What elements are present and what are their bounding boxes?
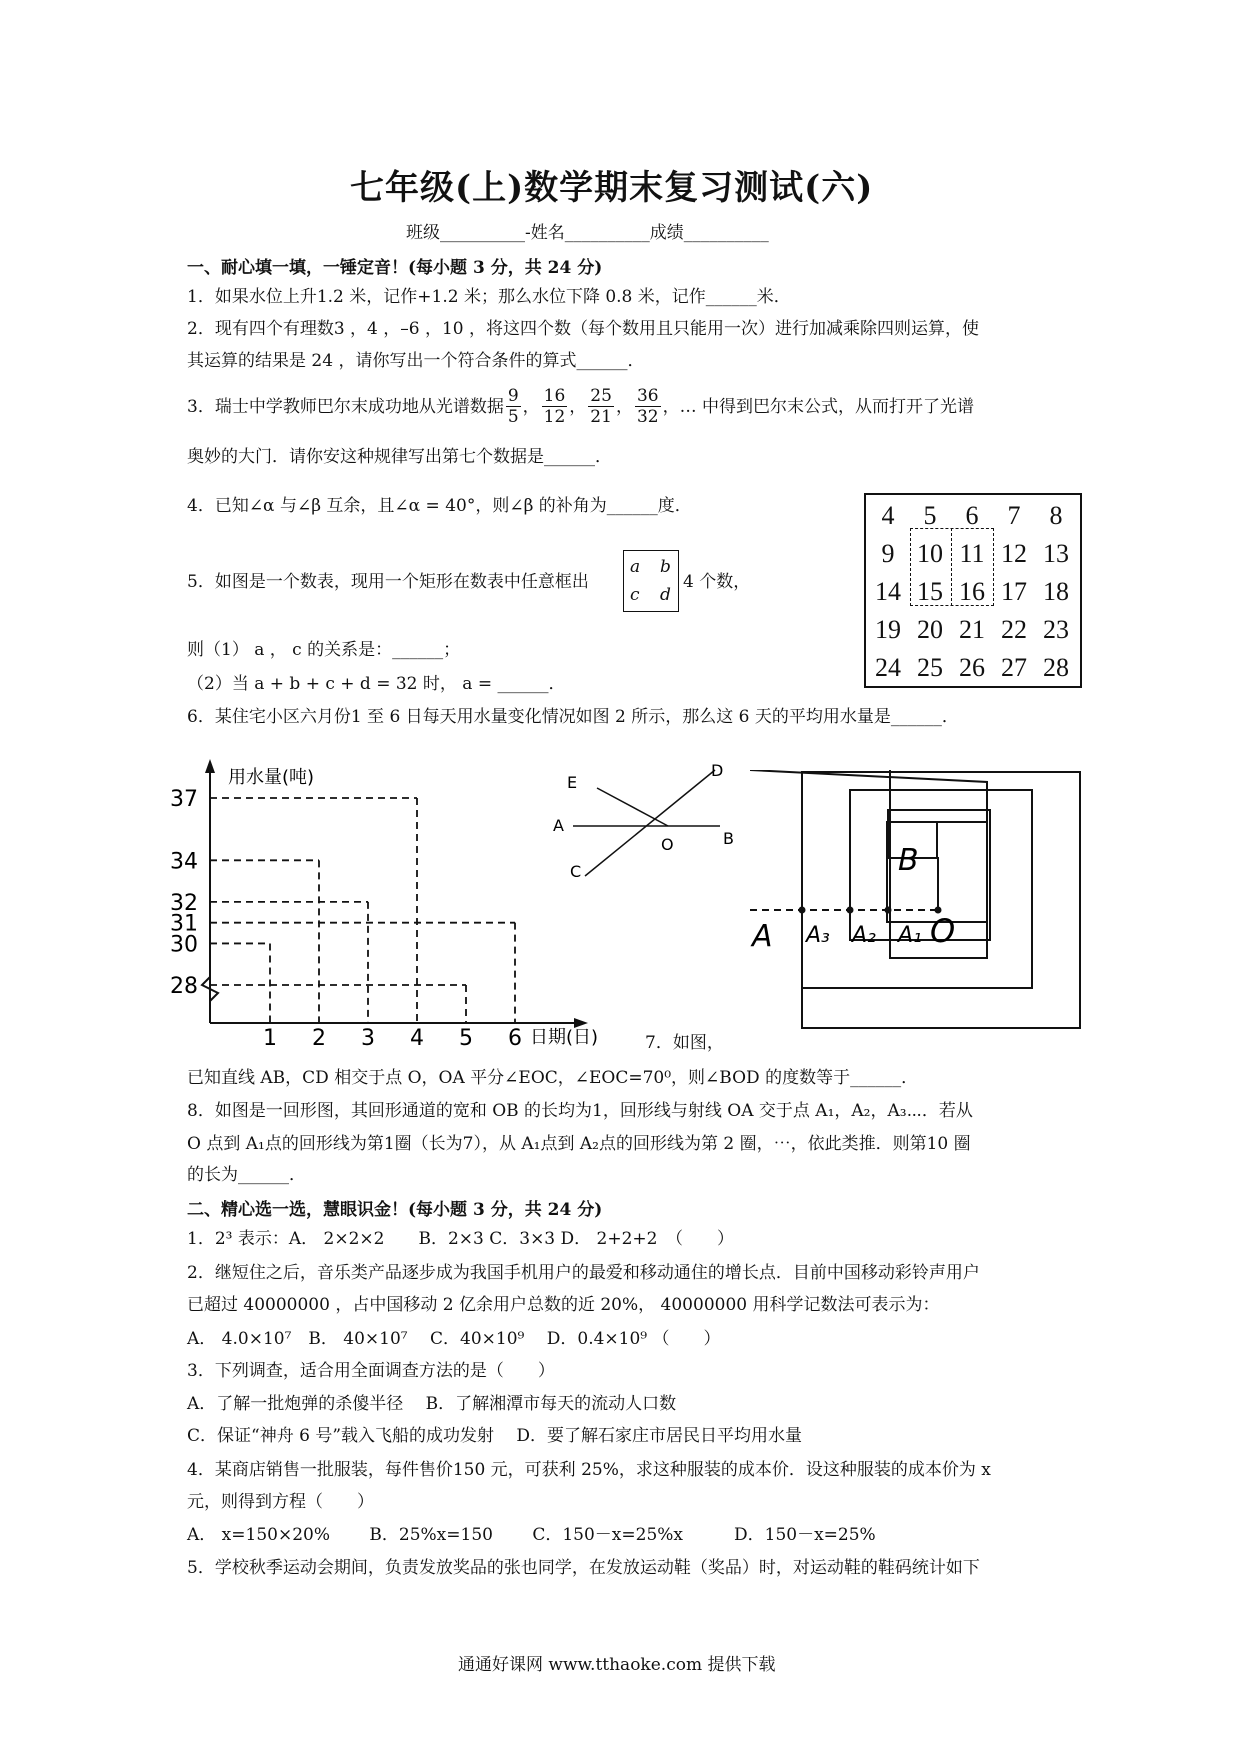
table-cell: 21 (959, 615, 985, 644)
s1-q5-suffix: 4 个数， (683, 572, 751, 592)
label-e: E (567, 773, 578, 792)
fraction-4-den: 32 (636, 407, 659, 427)
s1-q3-suffix: ，… 中得到巴尔末公式，从而打开了光谱 (662, 396, 974, 417)
label-c: C (570, 862, 582, 880)
s2-q3-opt2: C．保证“神舟 6 号”载入飞船的成功发射 D．要了解石家庄市居民日平均用水量 (187, 1426, 803, 1446)
fraction-4-num: 36 (636, 386, 659, 406)
x-tick-label: 4 (410, 1026, 424, 1051)
table-cell: 20 (917, 615, 943, 644)
point-a3 (799, 907, 806, 914)
fraction-2-den: 12 (543, 407, 566, 427)
x-tick-label: 5 (459, 1026, 473, 1051)
spiral-outline (802, 772, 1080, 1028)
table-cell: 18 (1043, 577, 1069, 606)
table-cell: 6 (965, 501, 979, 530)
s1-q3-prefix: 3．瑞士中学教师巴尔末成功地从光谱数据 (187, 396, 504, 417)
point-a1 (885, 907, 892, 914)
s2-q4-line2: 元，则得到方程（ ） (187, 1492, 374, 1512)
angle-figure (545, 760, 755, 880)
fraction-4 (635, 386, 661, 427)
fraction-2 (542, 386, 568, 427)
table-cell: 24 (875, 653, 901, 682)
y-tick-label: 28 (170, 974, 198, 999)
point-a2 (847, 907, 854, 914)
s2-q4-line1: 4．某商店销售一批服装，每件售价150 元，可获利 25%，求这种服装的成本价．设这种服装的成本价为 x (187, 1460, 991, 1480)
s2-q3: 3．下列调查，适合用全面调查方法的是（ ） (187, 1361, 555, 1381)
s1-q2-line2: 其运算的结果是 24 ，请你写出一个符合条件的算式______． (187, 351, 645, 371)
y-axis-arrow (205, 759, 215, 773)
table-cell: 8 (1049, 501, 1063, 530)
y-tick-label: 30 (170, 932, 198, 958)
table-cell: 14 (875, 577, 901, 606)
x-tick-label: 3 (361, 1026, 375, 1051)
label-o: O (661, 835, 674, 854)
fraction-1-num: 9 (507, 386, 519, 406)
label-spiral-a2: A₂ (852, 923, 876, 948)
s2-q1: 1．2³ 表示：A． 2×2×2 B．2×3 C．3×3 D． 2+2+2 （ ） (187, 1229, 734, 1249)
x-tick-label: 2 (312, 1026, 326, 1051)
section2-heading: 二、精心选一选，慧眼识金！(每小题 3 分，共 24 分) (187, 1200, 603, 1220)
s1-q3-line1: 3．瑞士中学教师巴尔末成功地从光谱数据 $\frac{9}{5}$ ， $\frac{16}{12}$ ， $\frac{25}{21}$ ， $\frac{36}{32}$ ，… 中得到巴尔末公式，从而打开了光谱 (187, 386, 974, 427)
letter-d: d (660, 585, 671, 605)
s2-q5: 5．学校秋季运动会期间，负责发放奖品的张也同学，在发放运动鞋（奖品）时，对运动鞋的鞋码统计如下 (187, 1558, 980, 1578)
table-cell: 5 (923, 501, 937, 530)
table-cell: 12 (1001, 539, 1027, 568)
page-title: 七年级(上)数学期末复习测试(六) (350, 168, 874, 208)
line-cd (585, 770, 715, 876)
table-cell: 25 (917, 653, 943, 682)
table-cell: 7 (1007, 501, 1021, 530)
table-cell: 4 (881, 501, 895, 530)
table-cell: 10 (917, 539, 943, 568)
label-spiral-b: B (898, 843, 919, 878)
y-tick-label: 32 (170, 890, 198, 916)
y-tick-label: 37 (170, 787, 198, 812)
letter-a: a (630, 557, 641, 577)
s2-q2-options: A． 4.0×10⁷ B． 40×10⁷ C．40×10⁹ D．0.4×10⁹ （ ） (187, 1329, 721, 1349)
s1-q5-sub1: 则（1） a ， c 的关系是：______； (187, 640, 461, 660)
label-spiral-a3: A₃ (806, 923, 830, 948)
fraction-3 (588, 386, 614, 427)
table-cell: 28 (1043, 653, 1069, 682)
y-tick-label: 34 (170, 849, 198, 875)
s1-q4: 4．已知∠α 与∠β 互余，且∠α = 40°，则∠β 的补角为______度． (187, 496, 692, 516)
table-cell: 9 (881, 539, 895, 568)
fraction-2-num: 16 (543, 386, 566, 406)
s1-q8-line2: O 点到 A₁点的回形线为第1圈（长为7），从 A₁点到 A₂点的回形线为第 2 圈，⋯，依此类推．则第10 圈 (187, 1134, 971, 1154)
x-tick-label: 6 (508, 1026, 522, 1051)
x-tick-label: 1 (263, 1026, 277, 1051)
student-info-line: 班级__________-姓名__________成绩__________ (406, 223, 769, 243)
chart-ylabel: 用水量(吨) (228, 767, 315, 788)
s2-q4-options: A． x=150×20% B．25%x=150 C．150－x=25%x D．150－x=25% (187, 1525, 876, 1545)
s2-q2-line1: 2．继短住之后，音乐类产品逐步成为我国手机用户的最爱和移动通住的增长点．目前中国移动彩铃声用户 (187, 1263, 980, 1283)
fraction-3-den: 21 (590, 407, 612, 427)
label-b: B (723, 829, 734, 848)
s1-q3-line2: 奥妙的大门．请你安这种规律写出第七个数据是______． (187, 447, 612, 467)
s1-q8-line1: 8．如图是一回形图，其回形通道的宽和 OB 的长均为1，回形线与射线 OA 交于点 A₁，A₂，A₃⋯．若从 (187, 1101, 973, 1121)
label-spiral-o: O (930, 912, 956, 950)
s1-q7-line2: 已知直线 AB，CD 相交于点 O，OA 平分∠EOC，∠EOC=70⁰，则∠BOD 的度数等于______． (187, 1068, 919, 1088)
table-cell: 19 (875, 615, 901, 644)
s1-q5-prefix: 5．如图是一个数表，现用一个矩形在数表中任意框出 (187, 572, 589, 592)
spiral-line (750, 770, 987, 922)
section1-heading: 一、耐心填一填，一锤定音！(每小题 3 分，共 24 分) (187, 258, 603, 278)
y-tick-label: 31 (170, 911, 198, 937)
label-spiral-a1: A₁ (898, 923, 922, 948)
table-cell: 23 (1043, 615, 1069, 644)
table-cell: 27 (1001, 653, 1027, 682)
fraction-1 (506, 386, 521, 427)
spiral-figure (750, 770, 1090, 1040)
table-cell: 17 (1001, 577, 1027, 606)
letter-b: b (660, 557, 671, 577)
s1-q1: 1．如果水位上升1.2 米，记作+1.2 米；那么水位下降 0.8 米，记作______米． (187, 287, 791, 307)
water-usage-chart (170, 755, 610, 1065)
s2-q2-line2: 已超过 40000000 ，占中国移动 2 亿余用户总数的近 20%， 40000000 用科学记数法可表示为： (187, 1295, 940, 1315)
label-a: A (553, 816, 564, 835)
table-cell: 13 (1043, 539, 1069, 568)
s1-q5-sub2: （2）当 a + b + c + d = 32 时， a = ______． (187, 674, 566, 694)
s1-q8-line3: 的长为______． (187, 1165, 306, 1185)
s1-q6: 6．某住宅小区六月份1 至 6 日每天用水量变化情况如图 2 所示，那么这 6 天的平均用水量是______． (187, 707, 959, 727)
table-cell: 15 (917, 577, 943, 606)
s2-q3-opt1: A．了解一批炮弹的杀傻半径 B．了解湘潭市每天的流动人口数 (187, 1394, 677, 1414)
ray-oe (597, 788, 668, 826)
number-table (864, 493, 1082, 688)
letter-c: c (630, 585, 640, 605)
fraction-1-den: 5 (507, 407, 519, 427)
label-spiral-a: A (752, 919, 773, 954)
table-cell: 22 (1001, 615, 1027, 644)
label-d: D (711, 761, 724, 780)
abcd-box (623, 550, 679, 612)
fraction-3-num: 25 (590, 386, 612, 406)
table-cell: 11 (959, 539, 985, 568)
table-cell: 16 (959, 577, 985, 606)
chart-xlabel: 日期(日) (530, 1027, 599, 1048)
s1-q2-line1: 2．现有四个有理数3 ，4 ，–6 ，10 ，将这四个数（每个数用且只能用一次）进行加减乘除四则运算，使 (187, 319, 980, 339)
table-cell: 26 (959, 653, 985, 682)
s1-q7-tail: 7．如图， (645, 1033, 724, 1053)
page-footer: 通通好课网 www.tthaoke.com 提供下载 (458, 1655, 776, 1675)
